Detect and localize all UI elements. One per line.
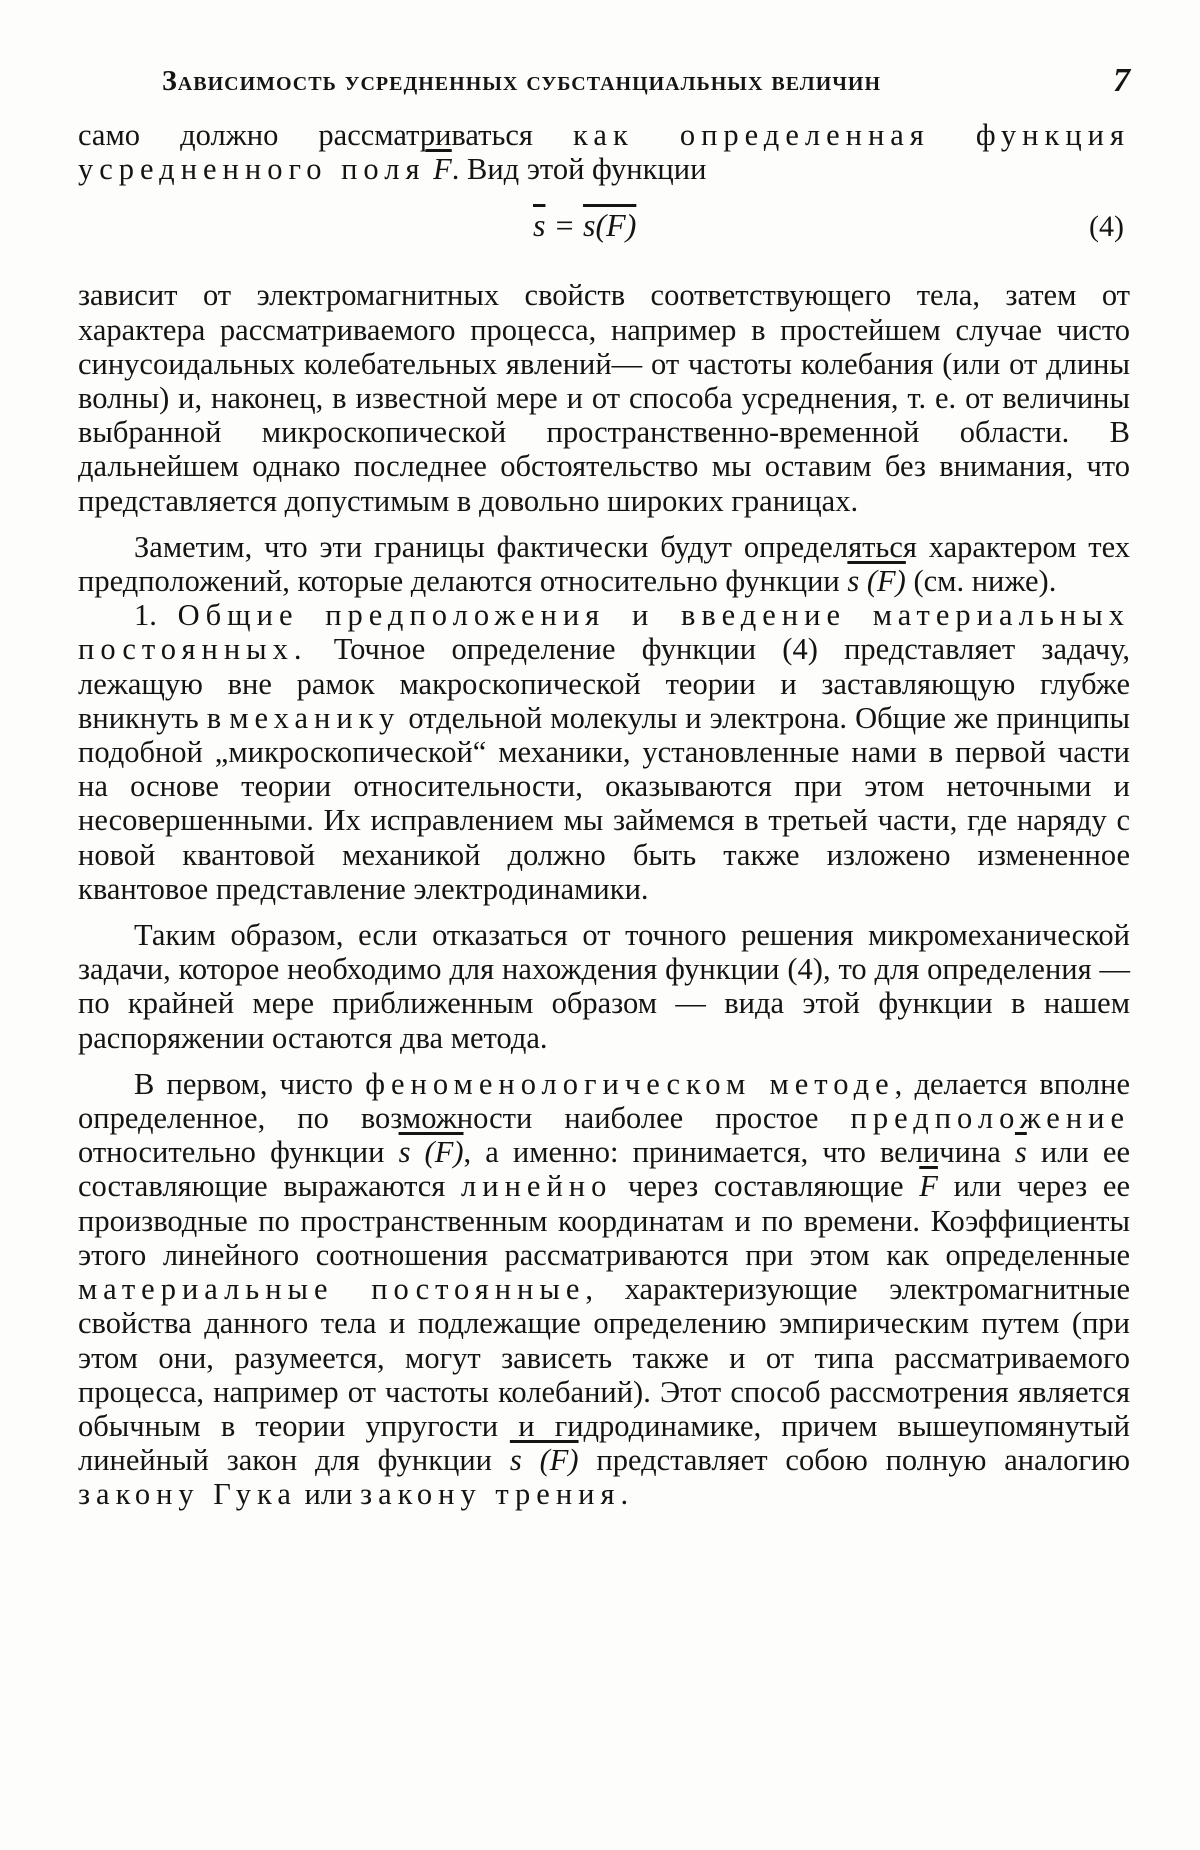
running-title: Зависимость усредненных субстанциальных величин xyxy=(162,66,882,97)
equation-number: (4) xyxy=(1089,210,1124,244)
formula: $\overline{s} = \overline{s}(F)$ xyxy=(533,207,637,244)
equation-4 xyxy=(78,186,1130,278)
body-text xyxy=(78,118,1130,1512)
paragraph-4: 1. Общие предположения и введение материальных постоянных. Точное определение функции (4) представляет задачу, лежащую вне рамок макроскопической теории и заставляющую глубже вникнуть в механику отдельной молекулы и электрона. Общие же принципы подобной „микроскопической“ механики, установленные нами в первой части на основе теории относительности, оказываются при этом неточными и несовершенными. Их исправлением мы займемся в третьей части, где наряду с новой квантовой механикой должно быть также изложено измененное квантовое представление электродинамики. xyxy=(78,598,1131,906)
paragraph-6: В первом, чисто феноменологическом методе, делается вполне определенное, по возможности наиболее простое предположение относительно функции s (F), а именно: принимается, что величина $\overline{s}$ или ее составляющие выражаются линейно через составляющие $\overline{F}$ или через ее производные по пространственным координатам и по времени. Коэффициенты этого линейного соотношения рассматриваются при этом как определенные материальные постоянные, характеризующие электромагнитные свойства данного тела и подлежащие определению эмпирическим путем (при этом они, разумеется, могут зависеть также и от типа рассматриваемого процесса, например от частоты колебаний). Этот способ рассмотрения является обычным в теории упругости и гидродинамике, причем вышеупомянутый линейный закон для функции s (F) представляет собою полную аналогию закону Гука или закону трения. xyxy=(78,1066,1130,1512)
intro-paragraph: само должно рассматриваться как определенная функция усредненного поля F. Вид этой функции xyxy=(78,118,1130,187)
paragraph-5: Таким образом, если отказаться от точного решения микромеханической задачи, которое необходимо для нахождения функции (4), то для определения — по крайней мере приближенным образом — вида этой функции в нашем распоряжении остаются два метода. xyxy=(78,918,1130,1055)
paragraph-3: Заметим, что эти границы фактически будут определяться характером тех предположений, которые делаются относительно функции s (F) (см. ниже). xyxy=(78,529,1130,599)
section-heading: Общие предположения и введение материальных постоянных. xyxy=(78,598,1130,667)
page-header xyxy=(162,62,1130,108)
page-number: 7 xyxy=(1113,62,1130,99)
paragraph-2: зависит от электромагнитных свойств соответствующего тела, затем от характера рассматриваемого процесса, например в простейшем случае чисто синусоидальных колебательных явлений— от частоты колебания (или от длины волны) и, наконец, в известной мере и от способа усреднения, т. е. от величины выбранной микроскопической пространственно-временной области. В дальнейшем однако последнее обстоятельство мы оставим без внимания, что представляется допустимым в довольно широких границах. xyxy=(78,278,1130,518)
